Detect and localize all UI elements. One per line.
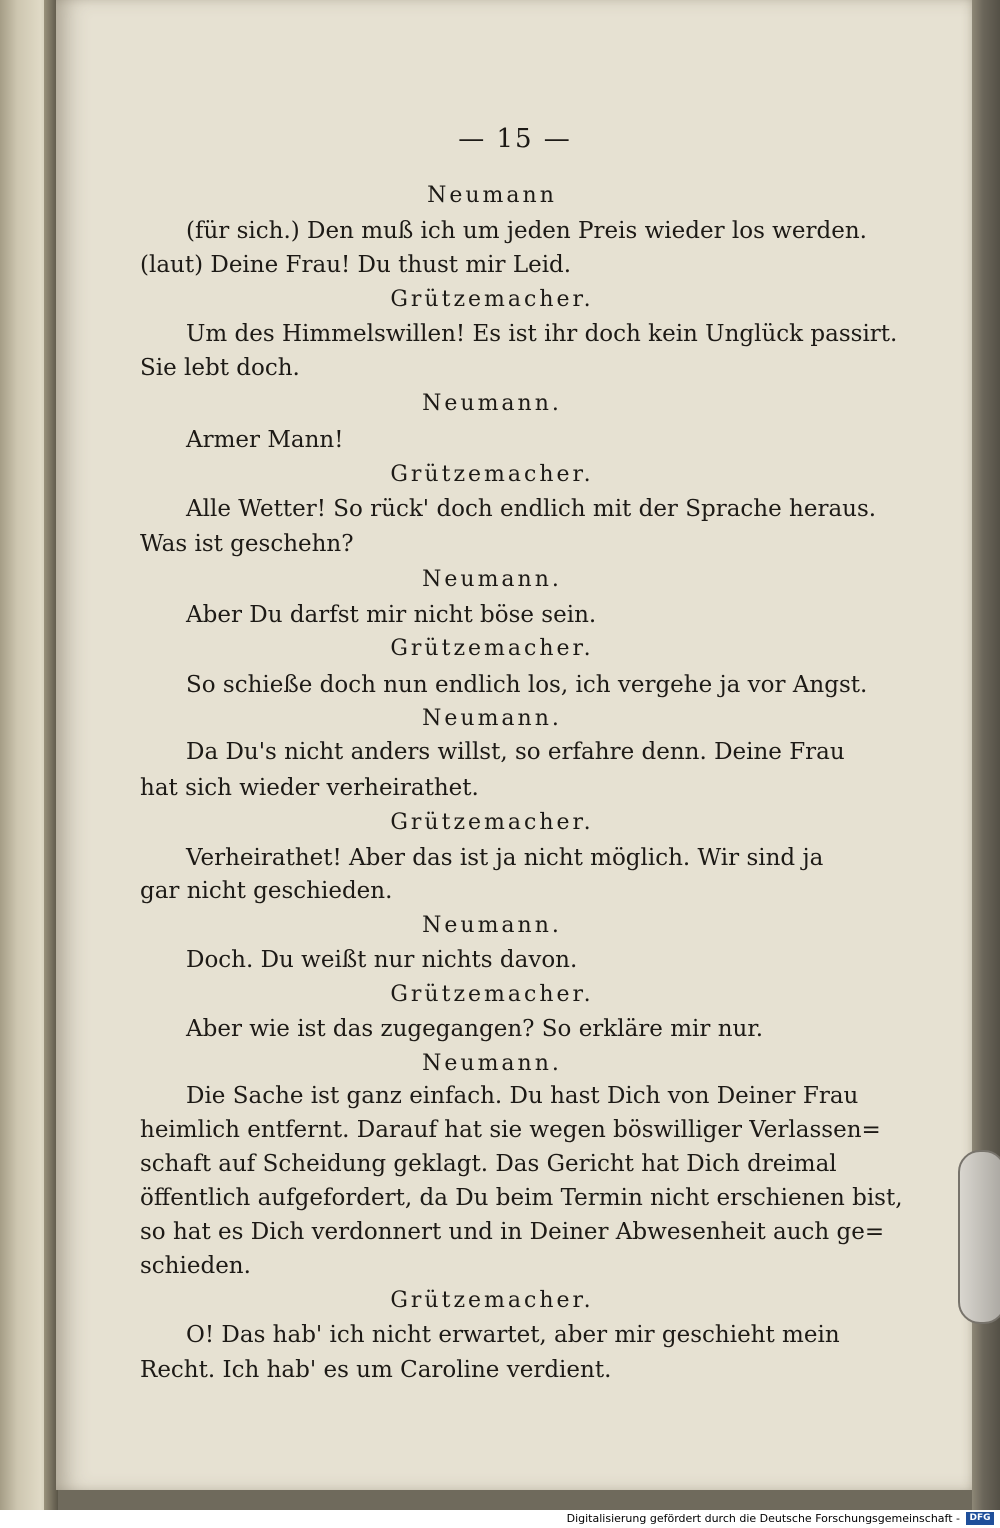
text-line: Alle Wetter! So rück' doch endlich mit der Sprache heraus. bbox=[186, 496, 877, 522]
speaker-name: Grützemacher. bbox=[390, 810, 594, 835]
text-line: schieden. bbox=[140, 1253, 251, 1279]
text-line: Um des Himmelswillen! Es ist ihr doch kein Unglück passirt. bbox=[186, 321, 898, 347]
speaker-name: Grützemacher. bbox=[390, 982, 594, 1007]
text-line: schaft auf Scheidung geklagt. Das Gericht hat Dich dreimal bbox=[140, 1151, 837, 1177]
funding-credit: Digitalisierung gefördert durch die Deutsche Forschungsgemeinschaft - bbox=[566, 1512, 960, 1525]
speaker-name: Neumann. bbox=[422, 391, 562, 416]
text-line: Recht. Ich hab' es um Caroline verdient. bbox=[140, 1357, 612, 1383]
text-line: Da Du's nicht anders willst, so erfahre denn. Deine Frau bbox=[186, 739, 845, 765]
speaker-name: Neumann bbox=[427, 183, 557, 208]
text-line: heimlich entfernt. Darauf hat sie wegen böswilliger Verlassen= bbox=[140, 1117, 881, 1143]
book-page bbox=[56, 0, 974, 1490]
page-text bbox=[56, 0, 974, 1490]
speaker-name: Grützemacher. bbox=[390, 1288, 594, 1313]
scanner-clip bbox=[958, 1150, 1000, 1324]
page-number: — 15 — bbox=[458, 124, 572, 154]
text-line: (für sich.) Den muß ich um jeden Preis wieder los werden. bbox=[186, 218, 867, 244]
speaker-name: Neumann. bbox=[422, 1051, 562, 1076]
speaker-name: Neumann. bbox=[422, 706, 562, 731]
text-line: Aber wie ist das zugegangen? So erkläre mir nur. bbox=[186, 1016, 764, 1042]
speaker-name: Grützemacher. bbox=[390, 287, 594, 312]
text-line: Aber Du darfst mir nicht böse sein. bbox=[186, 602, 597, 628]
text-line: Was ist geschehn? bbox=[140, 531, 354, 557]
speaker-name: Neumann. bbox=[422, 913, 562, 938]
text-line: (laut) Deine Frau! Du thust mir Leid. bbox=[140, 252, 572, 278]
text-line: Verheirathet! Aber das ist ja nicht möglich. Wir sind ja bbox=[186, 845, 824, 871]
text-line: so hat es Dich verdonnert und in Deiner Abwesenheit auch ge= bbox=[140, 1219, 885, 1245]
text-line: hat sich wieder verheirathet. bbox=[140, 775, 479, 801]
speaker-name: Neumann. bbox=[422, 567, 562, 592]
text-line: gar nicht geschieden. bbox=[140, 878, 393, 904]
text-line: O! Das hab' ich nicht erwartet, aber mir geschieht mein bbox=[186, 1322, 840, 1348]
dfg-logo: DFG bbox=[966, 1512, 994, 1525]
digitization-footer bbox=[0, 1510, 1000, 1528]
text-line: Doch. Du weißt nur nichts davon. bbox=[186, 947, 578, 973]
speaker-name: Grützemacher. bbox=[390, 636, 594, 661]
text-line: Armer Mann! bbox=[186, 427, 344, 453]
text-line: öffentlich aufgefordert, da Du beim Termin nicht erschienen bist, bbox=[140, 1185, 903, 1211]
speaker-name: Grützemacher. bbox=[390, 462, 594, 487]
text-line: So schieße doch nun endlich los, ich vergehe ja vor Angst. bbox=[186, 672, 868, 698]
text-line: Sie lebt doch. bbox=[140, 355, 300, 381]
text-line: Die Sache ist ganz einfach. Du hast Dich von Deiner Frau bbox=[186, 1083, 859, 1109]
